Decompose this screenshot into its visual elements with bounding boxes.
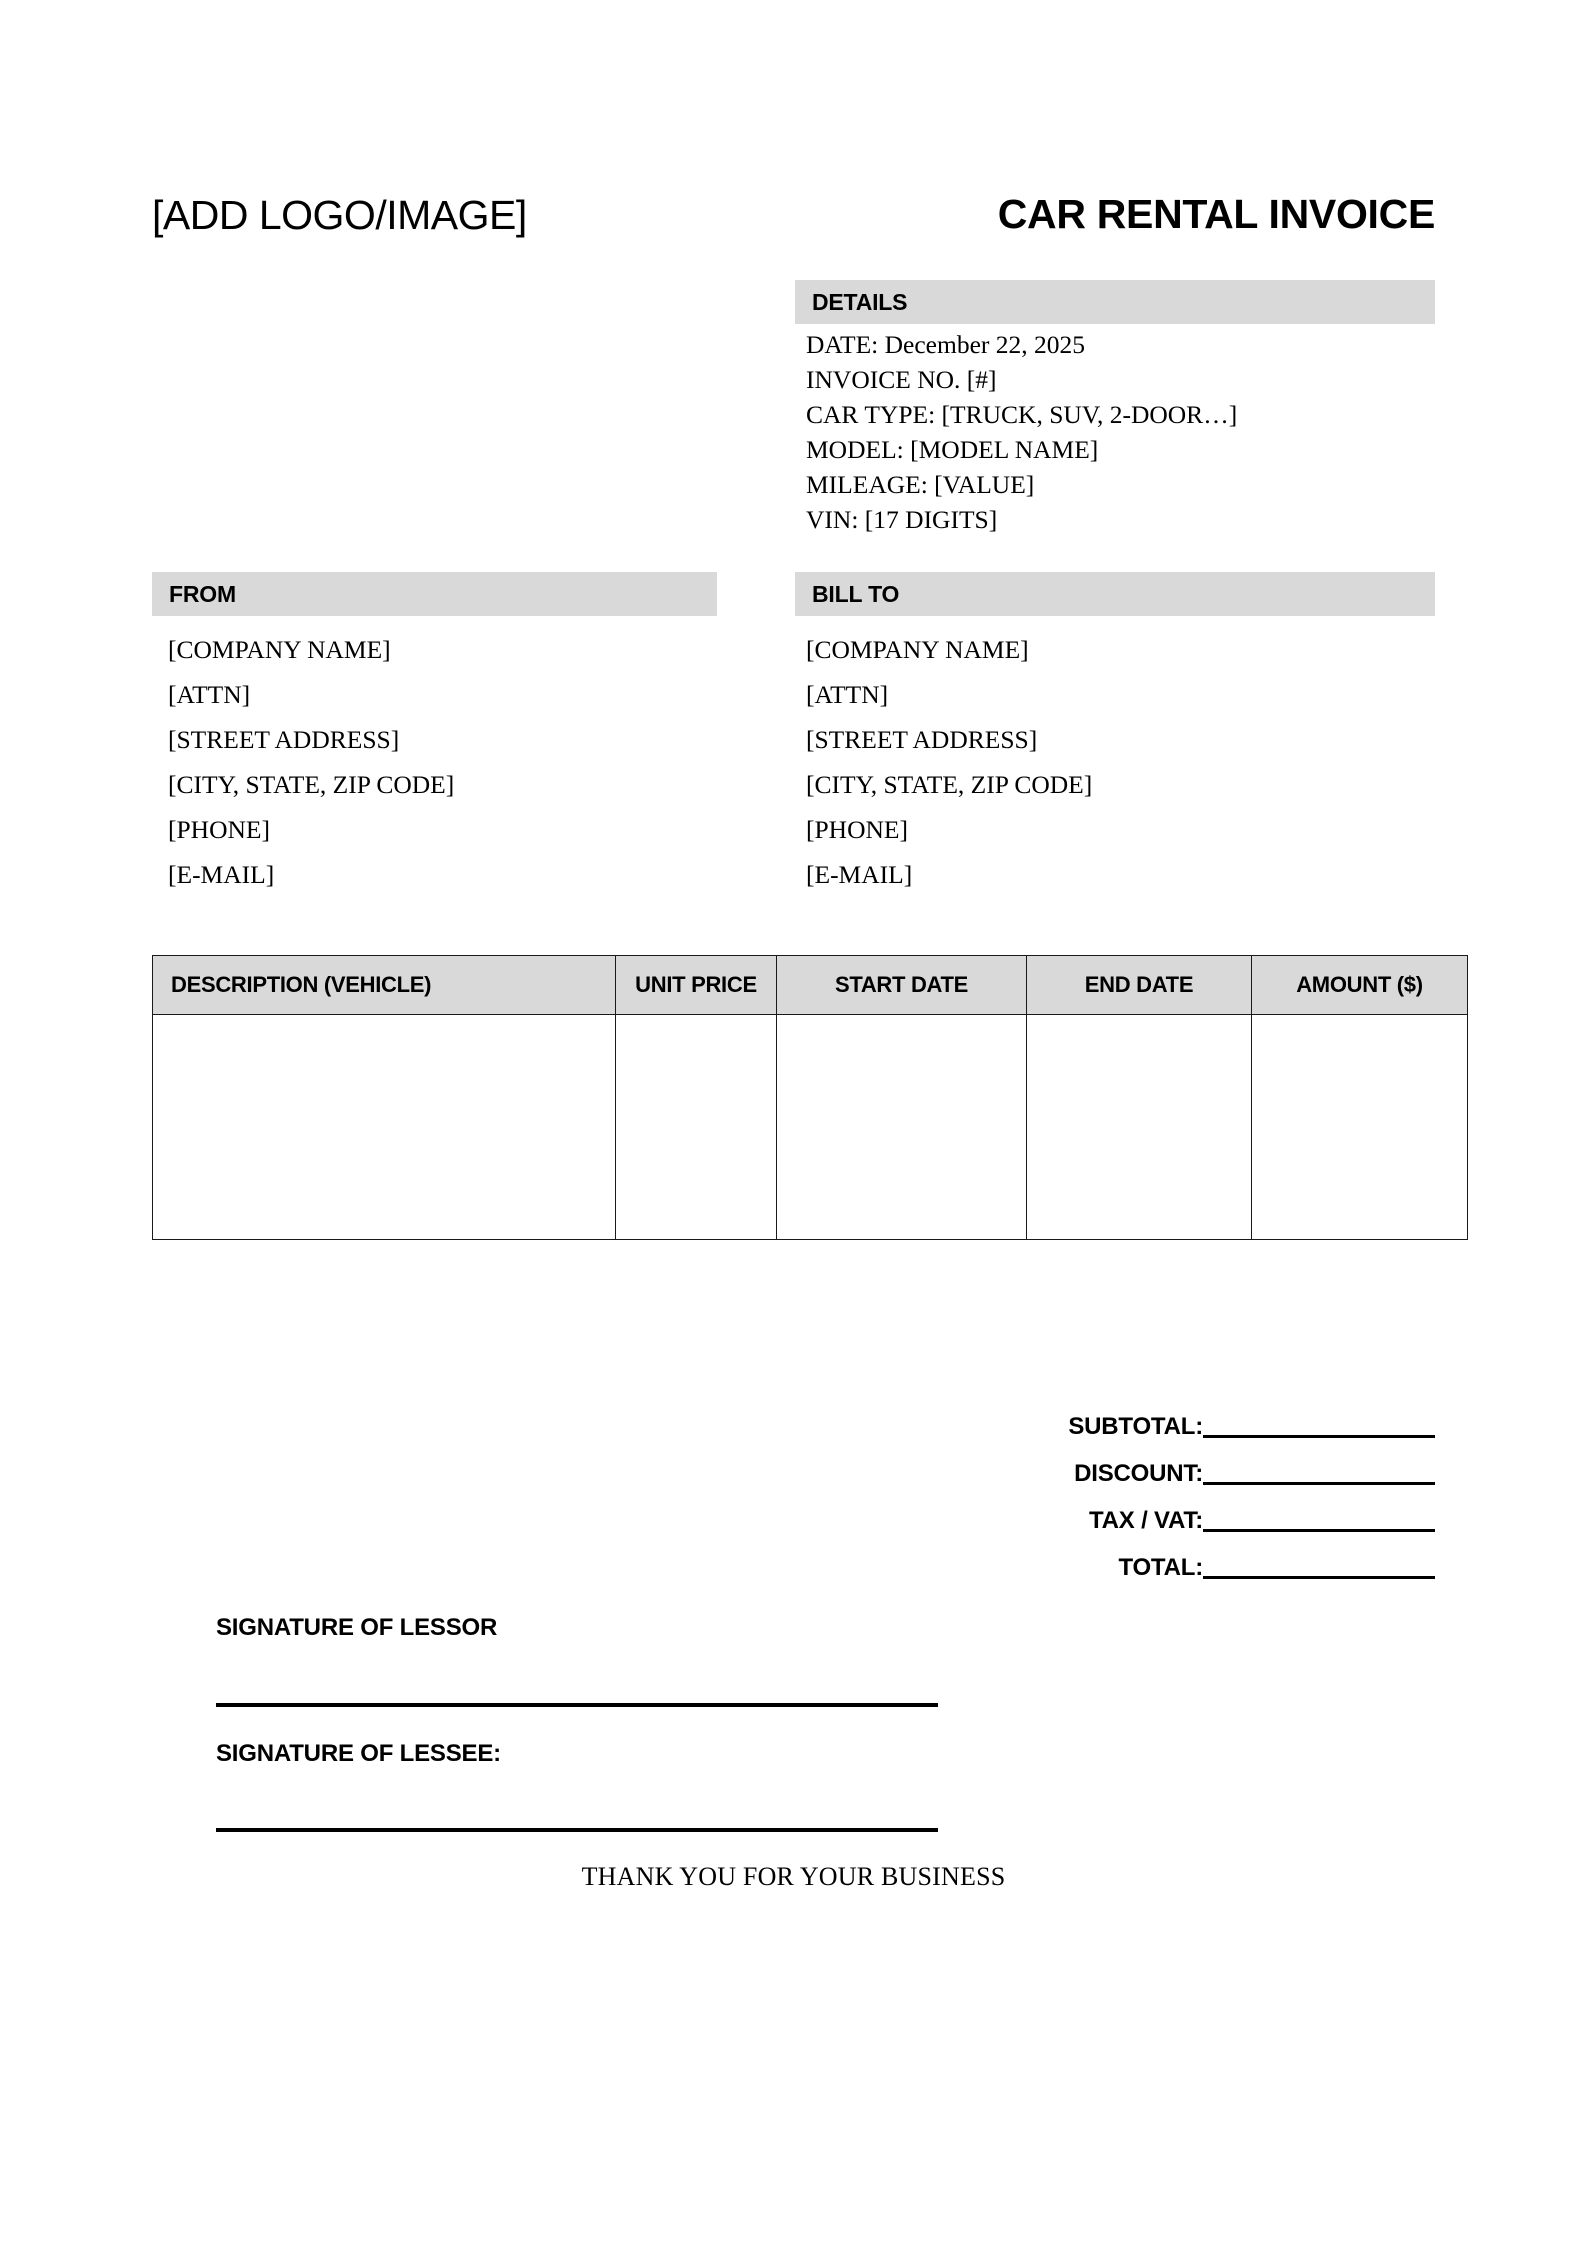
discount-value-field[interactable] [1203, 1482, 1435, 1485]
details-line-date: DATE: December 22, 2025 [806, 330, 1086, 359]
cell-amount[interactable] [1252, 1015, 1468, 1240]
details-line-vin: VIN: [17 DIGITS] [806, 505, 998, 534]
subtotal-label: SUBTOTAL: [1068, 1413, 1203, 1440]
totals-row-tax-vat [830, 1491, 1435, 1538]
tax-vat-label: TAX / VAT: [1089, 1507, 1203, 1534]
column-header-amount: AMOUNT ($) [1252, 956, 1468, 1015]
signature-of-lessee-line[interactable] [216, 1828, 938, 1832]
totals-row-total [830, 1538, 1435, 1585]
totals-row-discount [830, 1444, 1435, 1491]
line-items-header [153, 956, 1468, 1015]
from-attn[interactable]: [ATTN] [168, 680, 251, 709]
bill-to-attn[interactable]: [ATTN] [806, 680, 889, 709]
signature-of-lessee-label: SIGNATURE OF LESSEE: [216, 1740, 501, 1767]
signature-of-lessor-line[interactable] [216, 1703, 938, 1707]
details-line-model: MODEL: [MODEL NAME] [806, 435, 1099, 464]
cell-description[interactable] [153, 1015, 616, 1240]
column-header-end-date: END DATE [1027, 956, 1252, 1015]
table-row [153, 1015, 1468, 1240]
column-header-start-date: START DATE [777, 956, 1027, 1015]
cell-start-date[interactable] [777, 1015, 1027, 1240]
discount-label: DISCOUNT: [1074, 1460, 1203, 1487]
bill-to-heading-bar [795, 572, 1435, 616]
details-heading-label: DETAILS [812, 289, 908, 315]
from-company-name[interactable]: [COMPANY NAME] [168, 635, 391, 664]
line-items-table [152, 955, 1468, 1240]
logo-placeholder[interactable]: [ADD LOGO/IMAGE] [152, 192, 527, 238]
column-header-description: DESCRIPTION (VEHICLE) [153, 956, 616, 1015]
details-heading-bar [795, 280, 1435, 324]
totals-block [830, 1397, 1435, 1585]
page-title: CAR RENTAL INVOICE [997, 191, 1435, 237]
details-list [806, 327, 1446, 537]
bill-to-city-state-zip[interactable]: [CITY, STATE, ZIP CODE] [806, 770, 1093, 799]
details-line-invoice-no: INVOICE NO. [#] [806, 365, 997, 394]
bill-to-email[interactable]: [E-MAIL] [806, 860, 913, 889]
column-header-unit-price: UNIT PRICE [616, 956, 777, 1015]
cell-end-date[interactable] [1027, 1015, 1252, 1240]
from-heading-label: FROM [169, 581, 236, 607]
from-address-block [168, 627, 768, 897]
bill-to-company-name[interactable]: [COMPANY NAME] [806, 635, 1029, 664]
table-header-row [153, 956, 1468, 1015]
from-street-address[interactable]: [STREET ADDRESS] [168, 725, 400, 754]
bill-to-phone[interactable]: [PHONE] [806, 815, 908, 844]
bill-to-street-address[interactable]: [STREET ADDRESS] [806, 725, 1038, 754]
cell-unit-price[interactable] [616, 1015, 777, 1240]
signature-of-lessor-label: SIGNATURE OF LESSOR [216, 1614, 498, 1641]
details-line-mileage: MILEAGE: [VALUE] [806, 470, 1035, 499]
bill-to-heading-label: BILL TO [812, 581, 900, 607]
from-phone[interactable]: [PHONE] [168, 815, 270, 844]
bill-to-address-block [806, 627, 1406, 897]
details-line-car-type: CAR TYPE: [TRUCK, SUV, 2-DOOR…] [806, 400, 1238, 429]
total-label: TOTAL: [1118, 1554, 1203, 1581]
from-heading-bar [152, 572, 717, 616]
tax-vat-value-field[interactable] [1203, 1529, 1435, 1532]
thank-you-message: THANK YOU FOR YOUR BUSINESS [581, 1862, 1006, 1891]
from-email[interactable]: [E-MAIL] [168, 860, 275, 889]
from-city-state-zip[interactable]: [CITY, STATE, ZIP CODE] [168, 770, 455, 799]
total-value-field[interactable] [1203, 1576, 1435, 1579]
totals-row-subtotal [830, 1397, 1435, 1444]
line-items-body [153, 1015, 1468, 1240]
subtotal-value-field[interactable] [1203, 1435, 1435, 1438]
